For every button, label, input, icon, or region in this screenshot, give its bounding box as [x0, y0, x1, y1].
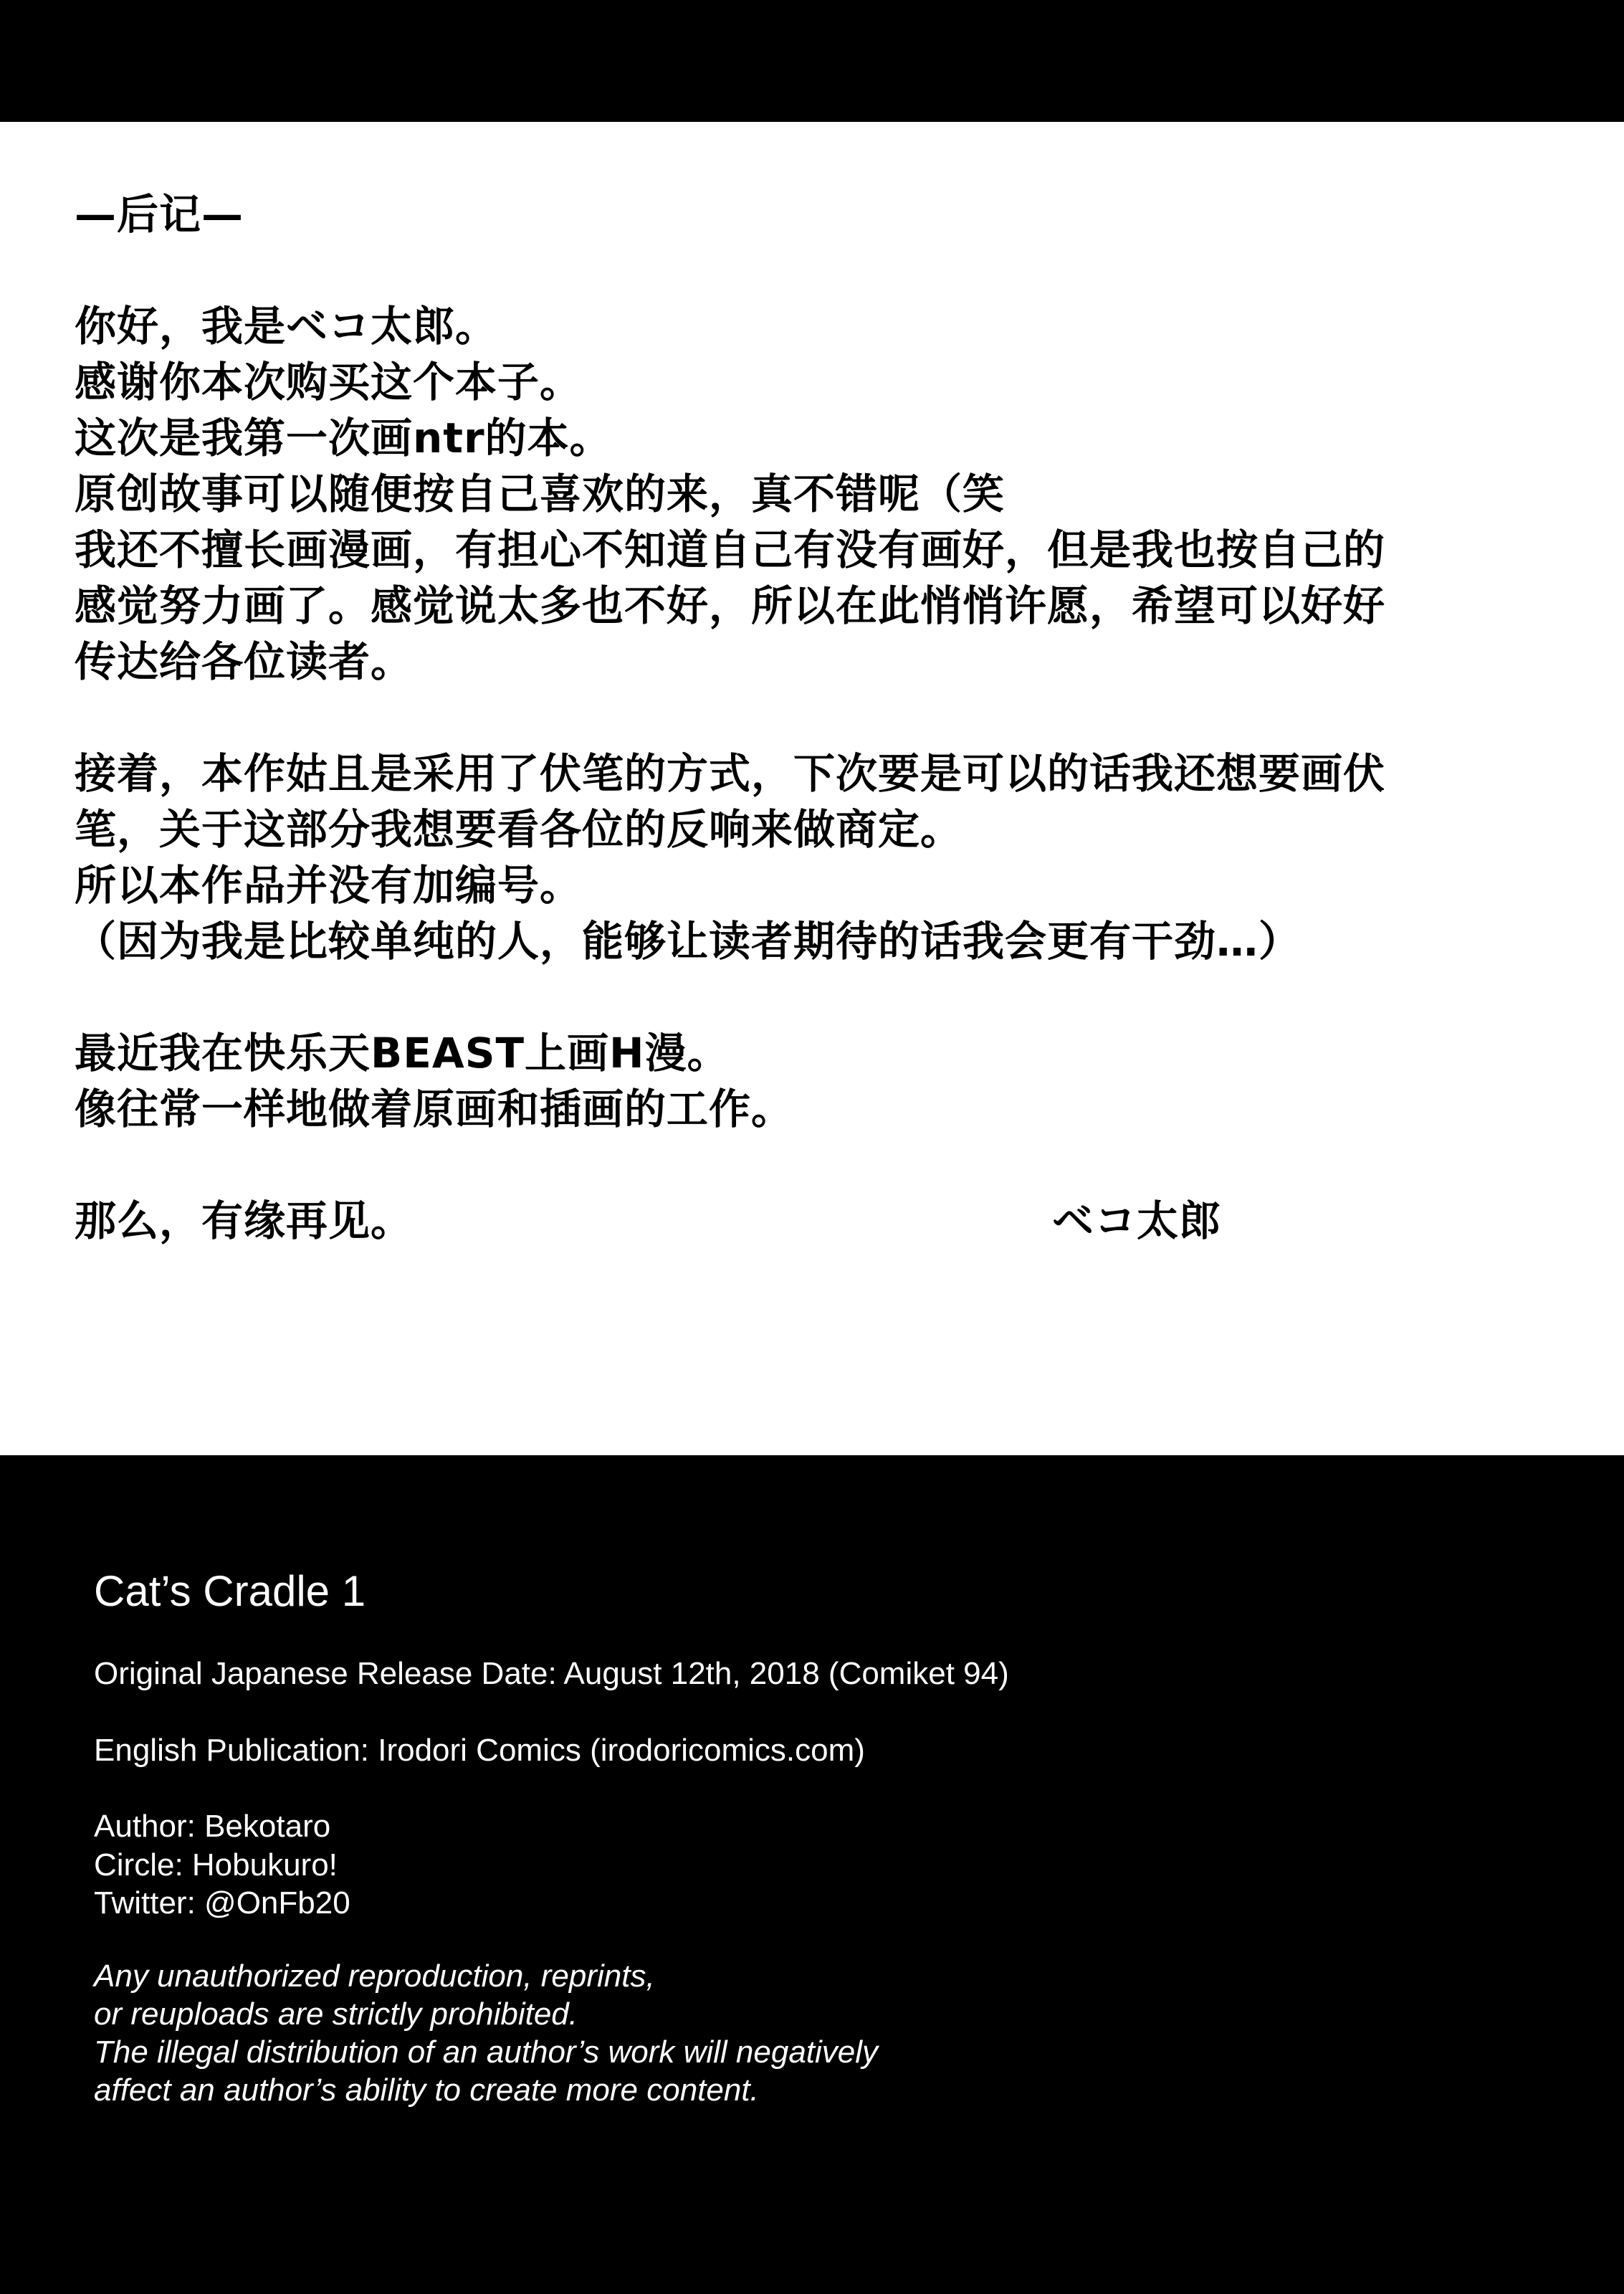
afterword-line: 我还不擅长画漫画，有担心不知道自己有没有画好，但是我也按自己的 — [75, 525, 1386, 574]
release-date: Original Japanese Release Date: August 12th, 2018 (Comiket 94) — [94, 1656, 1009, 1691]
closing-row — [75, 1193, 1565, 1249]
afterword-line: 像往常一样地做着原画和插画的工作。 — [75, 1085, 794, 1133]
warning-line: or reuploads are strictly prohibited. — [94, 1996, 578, 2032]
top-black-band — [0, 0, 1624, 122]
author-signature: ベコ太郎 — [1052, 1196, 1222, 1245]
afterword-line: 感觉努力画了。感觉说太多也不好，所以在此悄悄许愿，希望可以好好 — [75, 581, 1386, 630]
afterword-text — [75, 186, 1565, 1249]
english-publication: English Publication: Irodori Comics (irodoricomics.com) — [94, 1733, 865, 1768]
afterword-line: 最近我在快乐天BEAST上画H漫。 — [75, 1029, 730, 1077]
credits-panel — [0, 1455, 1624, 2294]
afterword-line: 接着，本作姑且是采用了伏笔的方式，下次要是可以的话我还想要画伏 — [75, 749, 1386, 798]
afterword-heading: —后记— — [75, 190, 244, 239]
author-credit: Author: Bekotaro — [94, 1809, 331, 1844]
warning-line: affect an author’s ability to create more content. — [94, 2072, 759, 2108]
afterword-panel — [0, 122, 1624, 1455]
afterword-line: （因为我是比较单纯的人，能够让读者期待的话我会更有干劲…） — [75, 917, 1301, 966]
copyright-warning — [94, 1957, 878, 2109]
afterword-line: 感谢你本次购买这个本子。 — [75, 358, 583, 406]
afterword-line: 笔，关于这部分我想要看各位的反响来做商定。 — [75, 805, 963, 854]
afterword-line: 你好，我是ベコ太郎。 — [75, 302, 498, 351]
warning-line: Any unauthorized reproduction, reprints, — [94, 1959, 655, 1994]
book-title: Cat’s Cradle 1 — [94, 1567, 366, 1615]
afterword-line: 原创故事可以随便按自己喜欢的来，真不错呢（笑 — [75, 470, 1006, 518]
twitter-credit: Twitter: @OnFb20 — [94, 1885, 350, 1921]
afterword-line: 传达给各位读者。 — [75, 637, 414, 686]
afterword-line: 这次是我第一次画ntr的本。 — [75, 414, 612, 462]
warning-line: The illegal distribution of an author’s work will negatively — [94, 2034, 879, 2070]
afterword-line: 所以本作品并没有加编号。 — [75, 861, 583, 910]
closing-line: 那么，有缘再见。 — [75, 1196, 414, 1245]
circle-credit: Circle: Hobukuro! — [94, 1847, 338, 1883]
